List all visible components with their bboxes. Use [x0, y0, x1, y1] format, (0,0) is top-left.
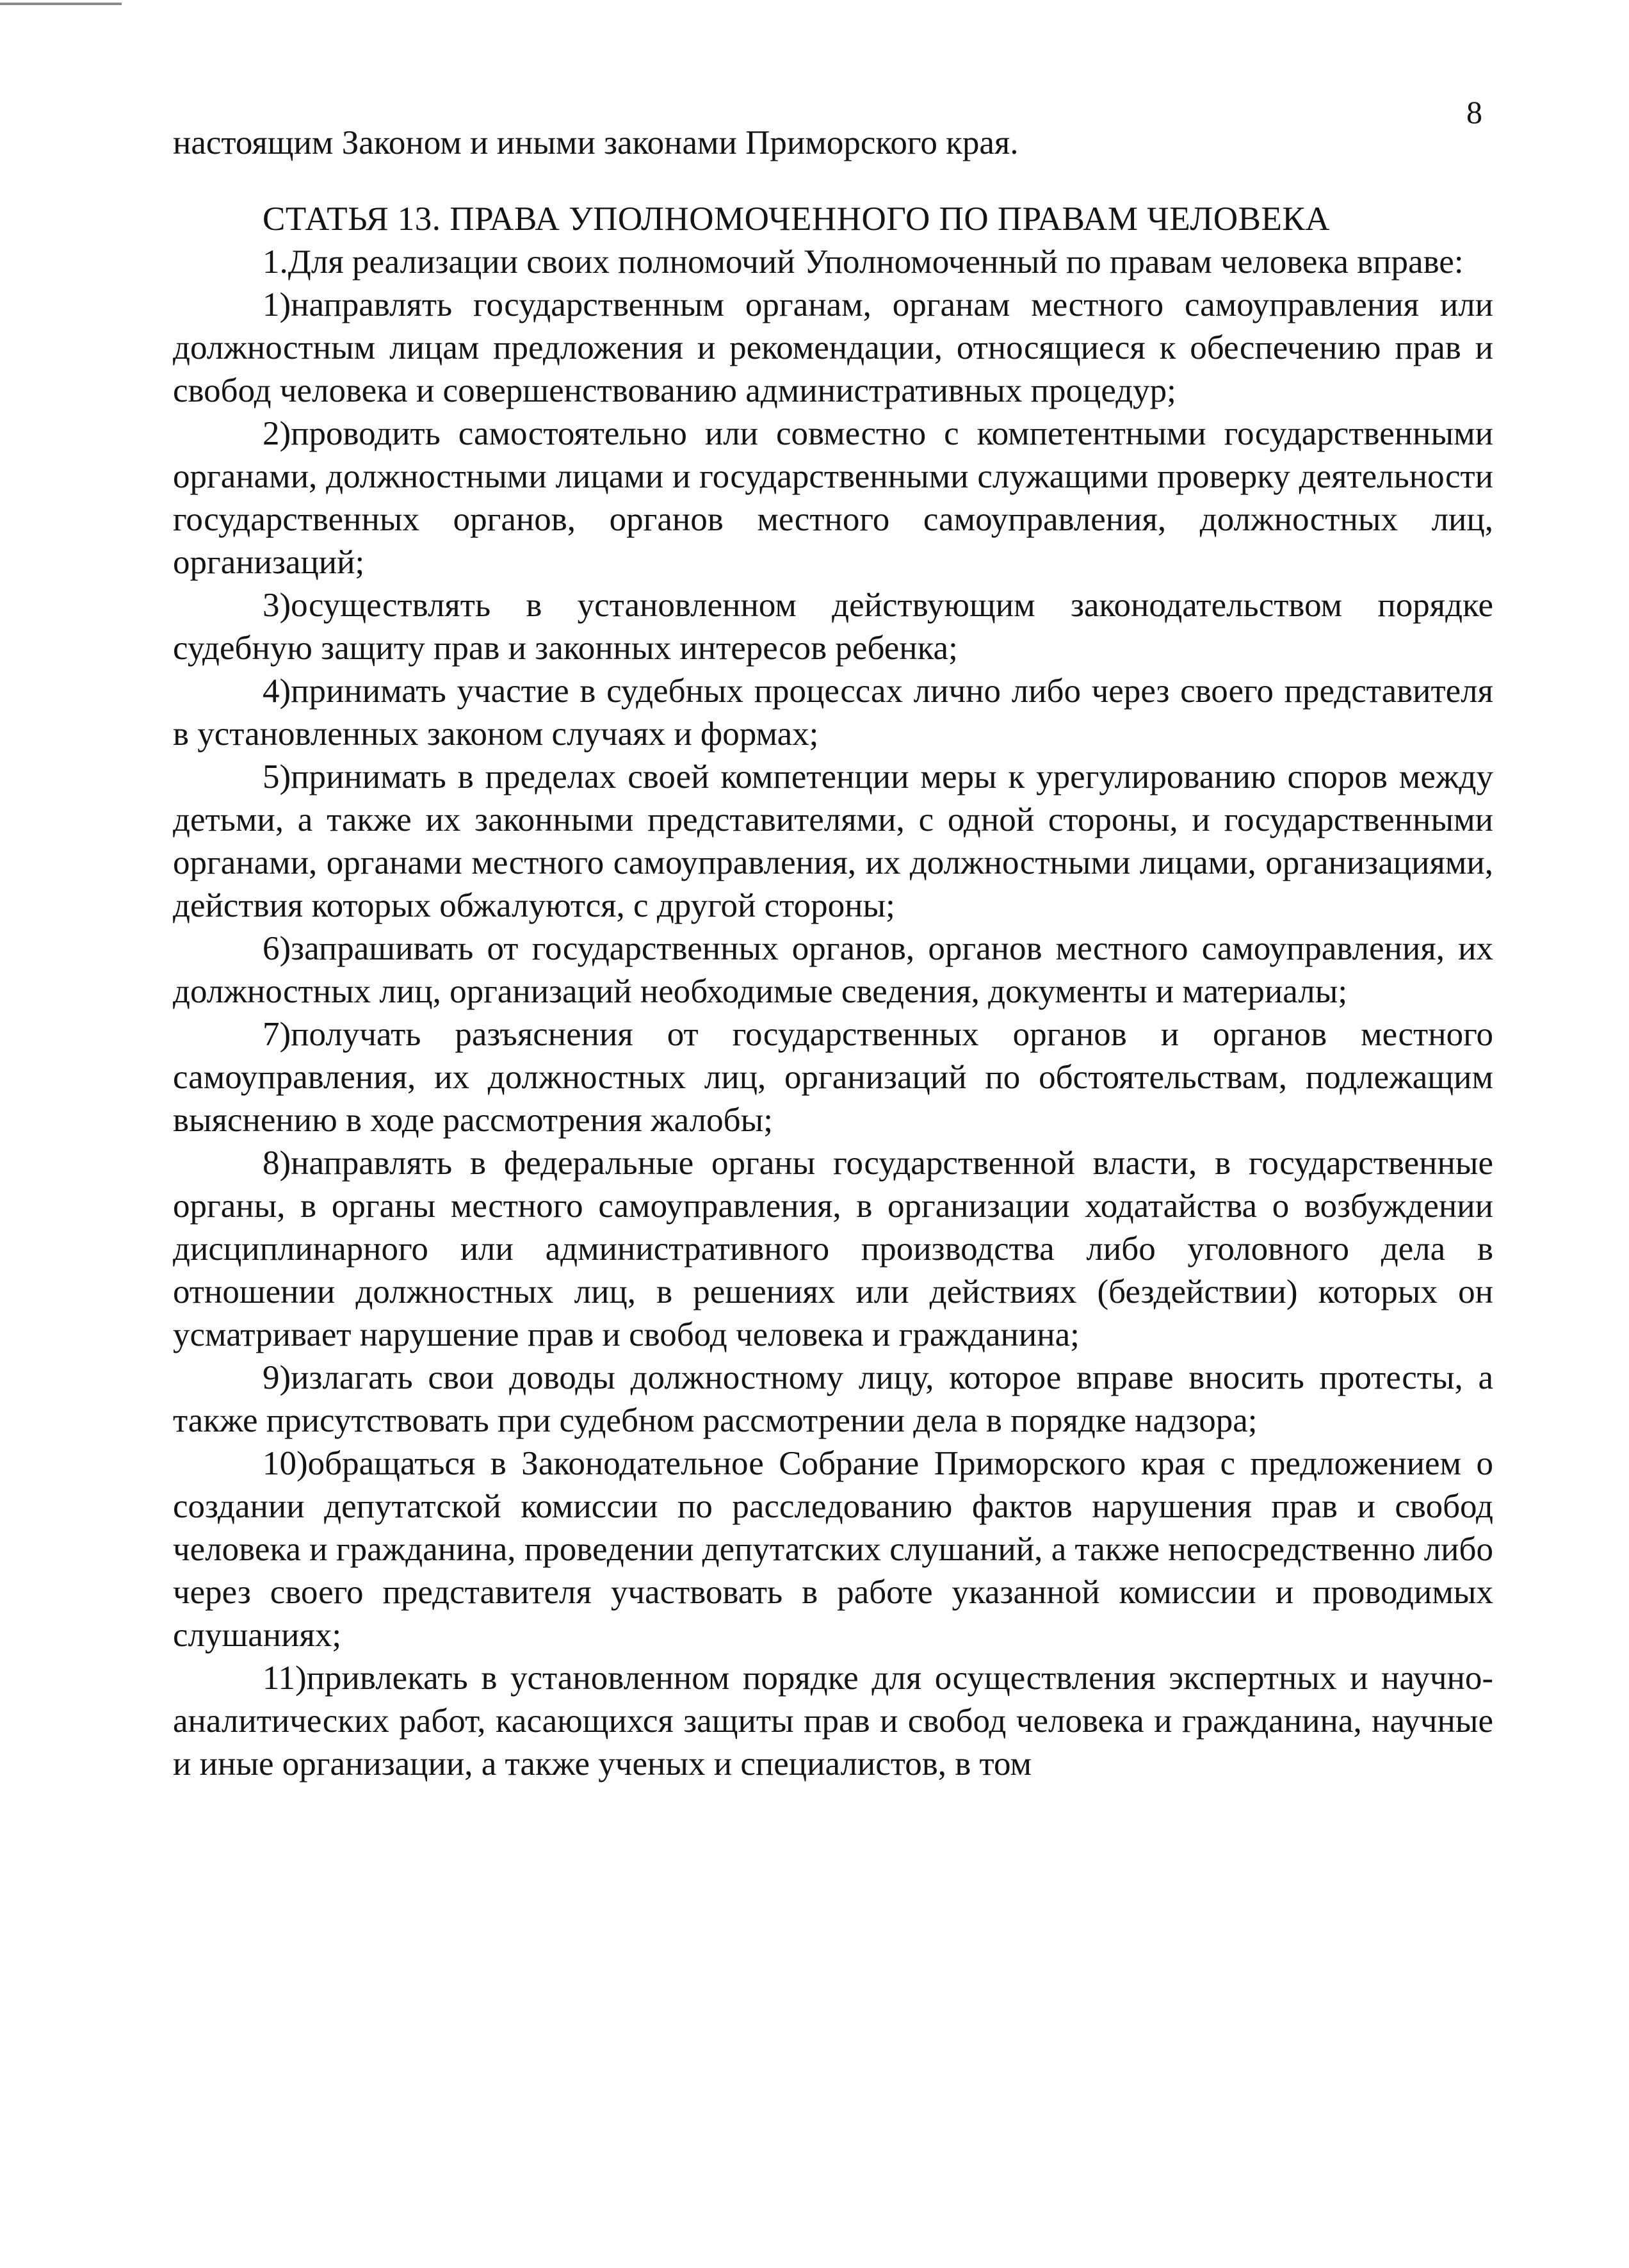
article-intro: 1.Для реализации своих полномочий Уполномоченный по правам человека вправе: [263, 243, 1464, 281]
article-item-2: 2)проводить самостоятельно или совместно с компетентными государственными органами, должностными лицами и государственными служащими проверку деятельности государственных органов, органов местного самоуправления, должностных лиц, организаций; [173, 415, 1493, 581]
article-item-11: 11)привлекать в установленном порядке для осуществления экспертных и научно-аналитических работ, касающихся защиты прав и свобод человека и гражданина, научные и иные организации, а также ученых и специалистов, в том [173, 1660, 1493, 1783]
article-item-7: 7)получать разъяснения от государственных органов и органов местного самоуправления, их должностных лиц, организаций по обстоятельствам, подлежащим выяснению в ходе рассмотрения жалобы; [173, 1016, 1493, 1139]
article-title: СТАТЬЯ 13. ПРАВА УПОЛНОМОЧЕННОГО ПО ПРАВАМ ЧЕЛОВЕКА [263, 200, 1330, 238]
article-item-3: 3)осуществлять в установленном действующим законодательством порядке судебную защиту прав и законных интересов ребенка; [173, 587, 1493, 667]
page-number: 8 [1466, 94, 1482, 130]
article-item-8: 8)направлять в федеральные органы государственной власти, в государственные органы, в органы местного самоуправления, в организации ходатайства о возбуждении дисциплинарного или административного производства либо уголовного дела в отношении должностных лиц, в решениях или действиях (бездействии) которых он усматривает нарушение прав и свобод человека и гражданина; [173, 1145, 1493, 1353]
article-item-6: 6)запрашивать от государственных органов, органов местного самоуправления, их должностных лиц, организаций необходимые сведения, документы и материалы; [173, 930, 1493, 1010]
article-item-9: 9)излагать свои доводы должностному лицу, которое вправе вносить протесты, а также присутствовать при судебном рассмотрении дела в порядке надзора; [173, 1359, 1493, 1439]
article-item-1: 1)направлять государственным органам, органам местного самоуправления или должностным лицам предложения и рекомендации, относящиеся к обеспечению прав и свобод человека и совершенствованию административных процедур; [173, 286, 1493, 409]
scan-edge-mark [0, 3, 122, 5]
opening-line: настоящим Законом и иными законами Приморского края. [173, 124, 1019, 161]
article-item-5: 5)принимать в пределах своей компетенции меры к урегулированию споров между детьми, а также их законными представителями, с одной стороны, и государственными органами, органами местного самоуправления, их должностными лицами, организациями, действия которых обжалуются, с другой стороны; [173, 758, 1493, 924]
article-item-4: 4)принимать участие в судебных процессах лично либо через своего представителя в установленных законом случаях и формах; [173, 673, 1493, 753]
article-item-10: 10)обращаться в Законодательное Собрание Приморского края с предложением о создании депутатской комиссии по расследованию фактов нарушения прав и свобод человека и гражданина, проведении депутатских слушаний, а также непосредственно либо через своего представителя участвовать в работе указанной комиссии и проводимых слушаниях; [173, 1445, 1493, 1654]
document-body [173, 122, 1493, 1786]
